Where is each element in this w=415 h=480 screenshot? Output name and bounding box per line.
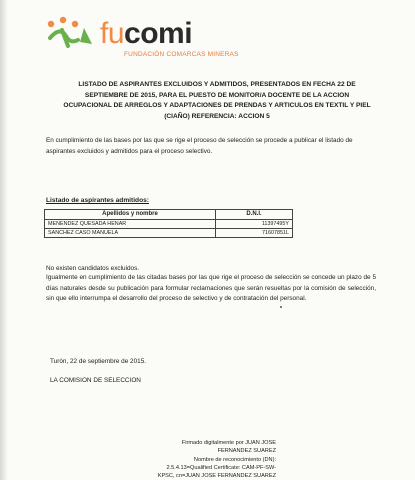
- scan-speck: [280, 306, 282, 308]
- scan-edge-shadow: [0, 0, 8, 480]
- table-row: [45, 229, 293, 238]
- logo-tagline: FUNDACIÓN COMARCAS MINERAS: [124, 51, 239, 58]
- cell-dni: 11397495Y: [216, 220, 293, 229]
- header-name: Apellidos y nombre: [45, 210, 216, 220]
- date-line: Turón, 22 de septiembre de 2015.: [50, 358, 147, 365]
- signature-line: Firmado digitalmente por JUAN JOSE: [181, 440, 276, 446]
- admitted-table: [44, 209, 293, 238]
- signature-line: 2.5.4.13=Qualified Certificate: CAM-PF-SW-: [166, 464, 276, 471]
- header-dni: D.N.I.: [216, 210, 293, 220]
- document-title: LISTADO DE ASPIRANTES EXCLUIDOS Y ADMITIDOS, PRESENTADOS EN FECHA 22 DE SEPTIEMBRE DE 2015, PARA EL PUESTO DE MONITOR/A DOCENTE DE LA ACCION OCUPACIONAL DE ARREGLOS Y ADAPTACIONES DE PRENDAS Y ARTICULOS EN TEXTIL Y PIEL (CIAÑO) REFERENCIA: ACCION 5: [63, 81, 371, 120]
- signature-line: Nombre de reconocimiento (DN):: [193, 456, 276, 463]
- committee-signature: LA COMISION DE SELECCION: [50, 377, 141, 384]
- signature-line: KPSC, cn=JUAN JOSE FERNANDEZ SUAREZ: [157, 473, 276, 480]
- logo-comi: comi: [124, 17, 193, 50]
- cell-name: MENENDEZ QUESADA HENAR: [45, 220, 216, 229]
- fucomi-emblem-icon: [44, 16, 98, 50]
- table-row: [45, 220, 293, 229]
- fucomi-logo: [44, 16, 284, 60]
- cell-dni: 71607851L: [216, 229, 293, 238]
- intro-paragraph: En cumplimiento de las bases por las que se rige el proceso de selección se procede a publicar el listado de aspirantes excluidos y admitidos para el proceso selectivo.: [46, 137, 353, 155]
- claims-paragraph: Igualmente en cumplimiento de las citadas bases por las que rige el proceso de selección se concede un plazo de 5 días naturales desde su publicación para formular reclamaciones que serán resueltas por la comisión de selección, sin que ello interrumpa el desarrollo del proceso de selectivo y de contratación del personal.: [46, 274, 376, 302]
- logo-wordmark: [100, 18, 192, 50]
- signature-line: FERNANDEZ SUAREZ: [217, 448, 276, 455]
- admitted-list-heading: Listado de aspirantes admitidos:: [46, 197, 149, 204]
- table-header-row: [45, 210, 293, 220]
- digital-signature-block: [130, 439, 276, 480]
- logo-fu: fu: [100, 17, 125, 50]
- cell-name: SANCHEZ CASO MANUELA: [45, 229, 216, 238]
- no-excluded-note: No existen candidatos excluidos.: [46, 265, 140, 272]
